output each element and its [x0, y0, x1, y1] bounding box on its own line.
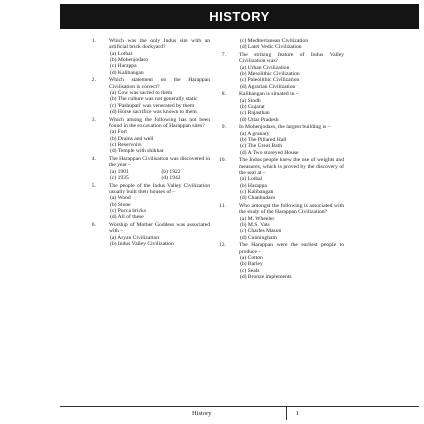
option: (d) All of these [110, 214, 144, 221]
option: (a) M. Wheeler [240, 215, 275, 222]
option: (a) Cotton [240, 255, 263, 262]
question-number: 10. [219, 157, 226, 164]
question-number: 7. [221, 51, 226, 58]
option: (b) Mesolithic Civilization [240, 71, 300, 78]
question [86, 222, 210, 247]
option: (d) Temple with shikhar [110, 148, 164, 155]
option: (d) 1942 [161, 175, 181, 182]
question-number: 11. [219, 203, 226, 210]
question-text: The striking feature of Indus Valley Civilization was? [239, 51, 344, 65]
option-grid [109, 169, 210, 182]
question-number: 12. [219, 242, 226, 249]
option: (b) Barley [240, 261, 263, 268]
option: (a) Cow was sacred to them [110, 90, 173, 97]
question-number: 5. [91, 182, 96, 189]
question [86, 117, 210, 155]
question-number: 3. [91, 116, 96, 123]
question-text: The Indus people knew the use of weights and measures, which is proved by the discovery of the seal at – [239, 157, 344, 177]
question-number: 1. [91, 38, 96, 44]
option: (c) Paleolithic Civilization [240, 77, 300, 84]
question [86, 183, 210, 221]
question [216, 52, 344, 90]
option: (c) Kalibangan [240, 189, 274, 196]
option: (d) A Two storeyed House [240, 149, 299, 156]
footer-divider [286, 407, 287, 420]
option: (d) Cunningham [240, 234, 277, 241]
option: (b) Mohenjodaro [110, 57, 149, 64]
question-number: 2. [91, 77, 96, 84]
question-text: Kalibangan is situated in – [239, 91, 299, 98]
option: (d) Chanhudaro [240, 195, 276, 202]
option: (a) Aryan Civilization [110, 234, 160, 241]
option: (b) The Pillared Hall [240, 137, 287, 144]
option: (d) Uttar Pradesh [240, 116, 279, 123]
option: (c) Seals [240, 267, 260, 274]
option: (c) Pucca bricks [110, 208, 147, 215]
option: (b) Stone [110, 201, 131, 208]
option: (c) The Great Bath [240, 143, 282, 150]
question [216, 157, 344, 201]
option: (b) Gujarat [240, 104, 265, 111]
question-number: 6. [91, 222, 96, 229]
option: (c) Reservoirs [110, 142, 142, 149]
option: (c) 1935 [110, 175, 129, 182]
footer-label: History [192, 410, 212, 417]
option: (a) Wood [110, 195, 131, 202]
option: (b) Indus Valley Civilization [110, 241, 174, 248]
page-footer [60, 406, 419, 420]
section-title: HISTORY [209, 9, 270, 24]
question-number: 4. [91, 156, 96, 163]
question-text: The people of the Indus Valley Civilization usually built their houses of – [109, 182, 210, 196]
option: (b) 1922 [161, 168, 181, 175]
right-column [216, 38, 344, 282]
question-text: The Harappan were the earliest people to produce – [239, 242, 344, 255]
option: (a) 1901 [110, 168, 129, 175]
option: (c) Rajasthan [240, 110, 270, 117]
question-number: 8. [221, 91, 226, 98]
question-text: Which was the only Indus site with an artificial brick dockyard? [109, 38, 210, 51]
section-header [60, 4, 419, 29]
option: (b) M.S. Vats [240, 222, 270, 229]
question-text: Which among the following has not been found in the excavation of Harappan sites? [109, 116, 210, 130]
option: (b) The culture was not generally static [110, 96, 198, 103]
option: (a) Fort [110, 129, 127, 136]
question [86, 156, 210, 181]
question [216, 124, 344, 156]
option: (c) Harappa [110, 63, 137, 70]
question-number: 9. [221, 124, 226, 131]
option: (c) Charles Mason [240, 228, 282, 235]
option: (a) Sindh [240, 97, 261, 104]
option: (d) Horse sacrifice was known to them [110, 109, 197, 116]
question [86, 38, 210, 76]
question-text: Worship of Mother Goddess was associated with – [109, 222, 210, 235]
question [86, 77, 210, 115]
option: (a) A granary [240, 130, 270, 137]
page-number: 1 [296, 410, 300, 417]
question-text: Which statement on the Harappan Civilisation is correct? [109, 77, 210, 90]
question [216, 242, 344, 280]
option: (b) Harappa [240, 182, 267, 189]
question [216, 203, 344, 241]
option: (a) Lothal [110, 50, 133, 57]
option: (d) Bronze implements [240, 274, 292, 281]
question-text: Who amongst the following is associated with the study of the Harappan Civilization? [239, 203, 344, 216]
option: (a) Lothal [240, 176, 263, 183]
option: (c) 'Pashupati' was venerated by them [110, 102, 195, 109]
question-text: The Harappan Civilisation was discovered in the year – [109, 156, 210, 169]
option: (b) Drains and well [110, 135, 154, 142]
question-continued [216, 38, 344, 51]
left-column [86, 38, 210, 249]
option: (a) Urban Civilization [240, 64, 290, 71]
question-text: In Mohenjodaro, the largest building is – [239, 124, 331, 131]
option: (d) Kalibangan [110, 69, 144, 76]
option: (d) Later Vedic Civilization [240, 44, 302, 51]
option: (d) Agrarian Civilization [240, 83, 296, 90]
question [216, 91, 344, 123]
option: (c) Mediterranean Civilization [240, 38, 309, 44]
